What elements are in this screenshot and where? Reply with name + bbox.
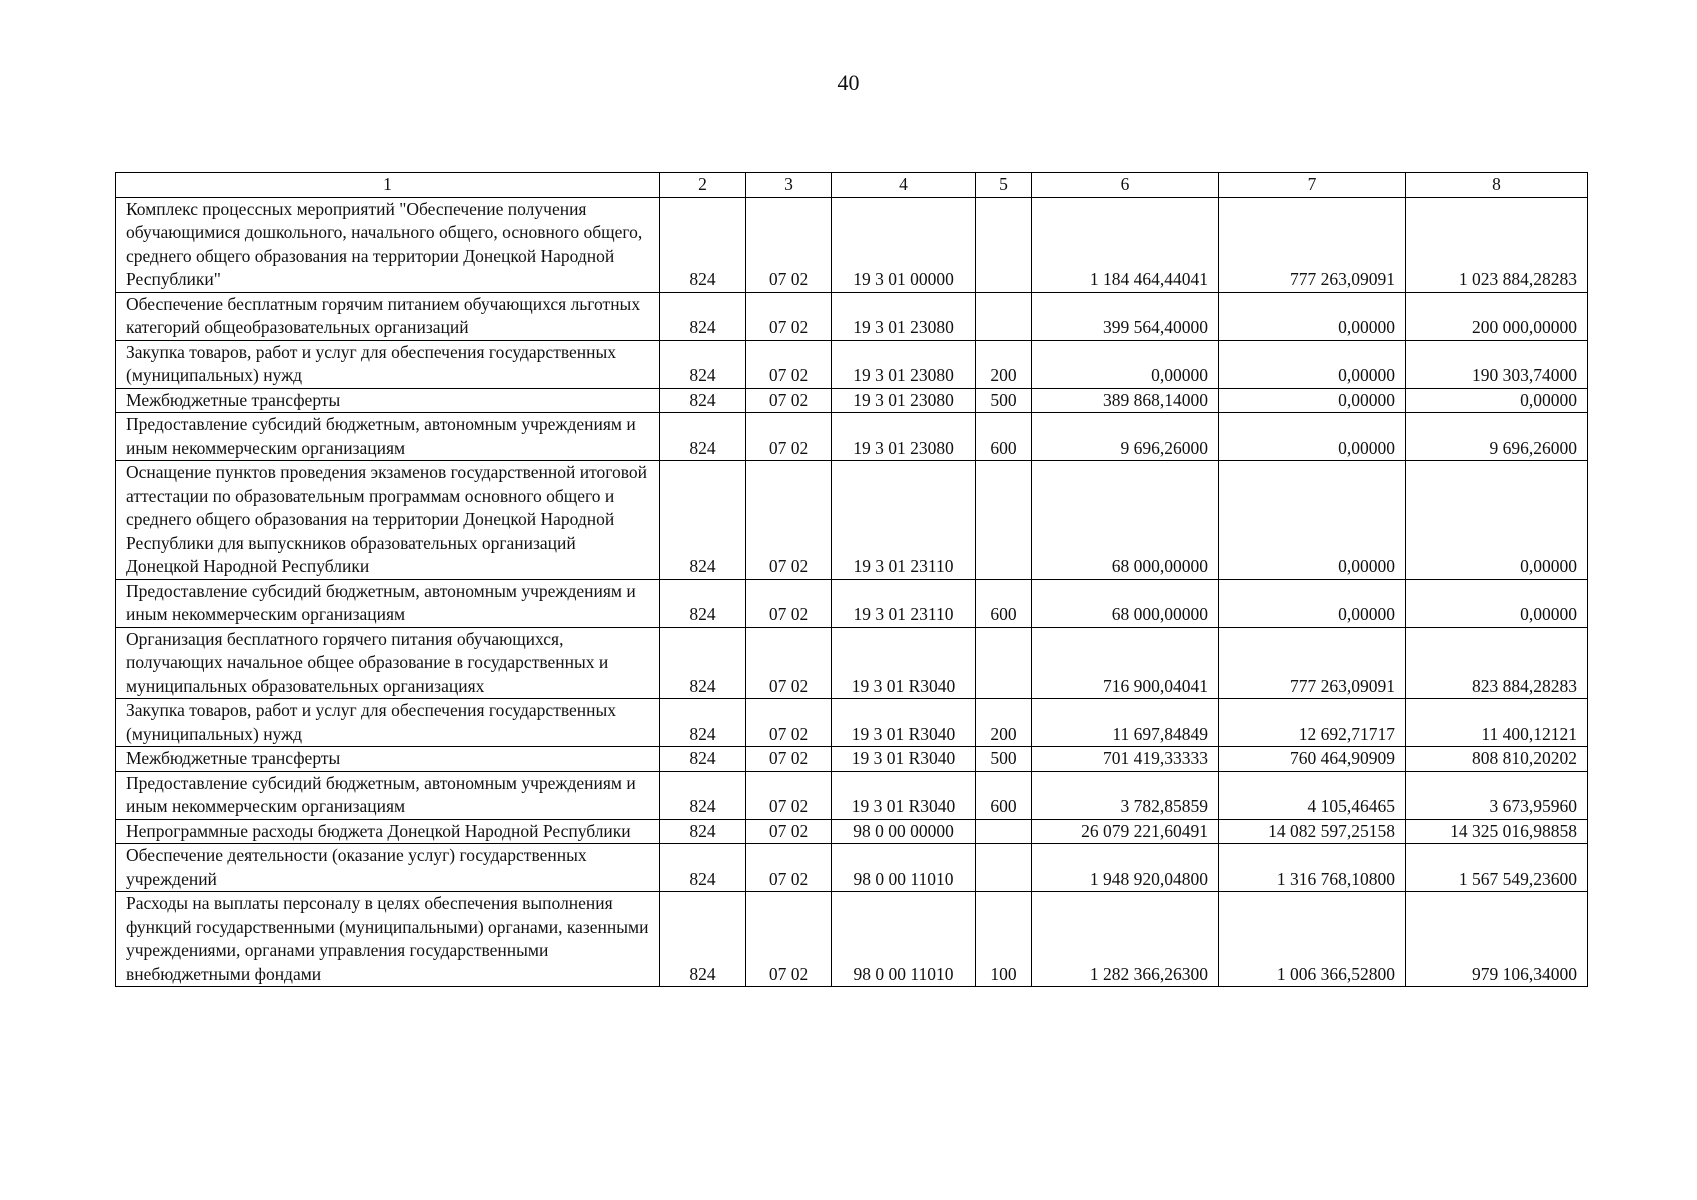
ministry-code-cell: 824 — [660, 197, 746, 292]
expense-name-cell: Обеспечение бесплатным горячим питанием обучающихся льготных категорий общеобразовательных организаций — [116, 292, 660, 340]
page-number: 40 — [837, 70, 860, 95]
section-code-cell: 07 02 — [746, 579, 832, 627]
expense-name-cell: Межбюджетные трансферты — [116, 388, 660, 413]
target-code-cell: 19 3 01 R3040 — [832, 699, 976, 747]
expense-type-cell — [976, 844, 1032, 892]
expense-type-cell: 200 — [976, 699, 1032, 747]
expense-name-cell: Оснащение пунктов проведения экзаменов государственной итоговой аттестации по образовательным программам основного общего и среднего общего образования на территории Донецкой Народной Республики для выпускников образовательных организаций Донецкой Народной Республики — [116, 461, 660, 580]
table-row — [116, 892, 1588, 987]
section-code-cell: 07 02 — [746, 388, 832, 413]
amount-col8-cell: 3 673,95960 — [1406, 771, 1588, 819]
amount-col6-cell: 68 000,00000 — [1032, 579, 1219, 627]
expense-name-cell: Обеспечение деятельности (оказание услуг) государственных учреждений — [116, 844, 660, 892]
header-cell-1: 1 — [116, 173, 660, 198]
expense-name-cell: Предоставление субсидий бюджетным, автономным учреждениям и иным некоммерческим организациям — [116, 579, 660, 627]
amount-col7-cell: 1 316 768,10800 — [1219, 844, 1406, 892]
amount-col8-cell: 200 000,00000 — [1406, 292, 1588, 340]
expense-name-cell: Закупка товаров, работ и услуг для обеспечения государственных (муниципальных) нужд — [116, 340, 660, 388]
header-row — [116, 173, 1588, 198]
target-code-cell: 19 3 01 R3040 — [832, 771, 976, 819]
amount-col6-cell: 701 419,33333 — [1032, 747, 1219, 772]
section-code-cell: 07 02 — [746, 413, 832, 461]
expense-name-cell: Межбюджетные трансферты — [116, 747, 660, 772]
header-cell-3: 3 — [746, 173, 832, 198]
amount-col7-cell: 1 006 366,52800 — [1219, 892, 1406, 987]
amount-col8-cell: 14 325 016,98858 — [1406, 819, 1588, 844]
expense-name-cell: Организация бесплатного горячего питания обучающихся, получающих начальное общее образование в государственных и муниципальных образовательных организациях — [116, 627, 660, 699]
expense-name-cell: Предоставление субсидий бюджетным, автономным учреждениям и иным некоммерческим организациям — [116, 413, 660, 461]
target-code-cell: 98 0 00 00000 — [832, 819, 976, 844]
table-row — [116, 771, 1588, 819]
ministry-code-cell: 824 — [660, 413, 746, 461]
amount-col6-cell: 26 079 221,60491 — [1032, 819, 1219, 844]
amount-col8-cell: 0,00000 — [1406, 579, 1588, 627]
table-row — [116, 292, 1588, 340]
expense-type-cell: 600 — [976, 771, 1032, 819]
amount-col6-cell: 1 184 464,44041 — [1032, 197, 1219, 292]
target-code-cell: 19 3 01 00000 — [832, 197, 976, 292]
expense-type-cell: 200 — [976, 340, 1032, 388]
expense-name-cell: Закупка товаров, работ и услуг для обеспечения государственных (муниципальных) нужд — [116, 699, 660, 747]
target-code-cell: 19 3 01 23110 — [832, 579, 976, 627]
amount-col6-cell: 1 282 366,26300 — [1032, 892, 1219, 987]
section-code-cell: 07 02 — [746, 771, 832, 819]
amount-col7-cell: 0,00000 — [1219, 340, 1406, 388]
section-code-cell: 07 02 — [746, 292, 832, 340]
section-code-cell: 07 02 — [746, 892, 832, 987]
amount-col6-cell: 68 000,00000 — [1032, 461, 1219, 580]
ministry-code-cell: 824 — [660, 340, 746, 388]
amount-col6-cell: 399 564,40000 — [1032, 292, 1219, 340]
ministry-code-cell: 824 — [660, 627, 746, 699]
amount-col7-cell: 4 105,46465 — [1219, 771, 1406, 819]
amount-col7-cell: 0,00000 — [1219, 292, 1406, 340]
amount-col8-cell: 0,00000 — [1406, 461, 1588, 580]
section-code-cell: 07 02 — [746, 699, 832, 747]
target-code-cell: 98 0 00 11010 — [832, 892, 976, 987]
target-code-cell: 19 3 01 R3040 — [832, 747, 976, 772]
amount-col7-cell: 0,00000 — [1219, 461, 1406, 580]
expense-type-cell: 500 — [976, 747, 1032, 772]
table-row — [116, 579, 1588, 627]
table-row — [116, 388, 1588, 413]
header-cell-7: 7 — [1219, 173, 1406, 198]
amount-col6-cell: 3 782,85859 — [1032, 771, 1219, 819]
table-row — [116, 627, 1588, 699]
expense-type-cell — [976, 627, 1032, 699]
amount-col6-cell: 9 696,26000 — [1032, 413, 1219, 461]
ministry-code-cell: 824 — [660, 844, 746, 892]
table-row — [116, 413, 1588, 461]
amount-col8-cell: 9 696,26000 — [1406, 413, 1588, 461]
table-row — [116, 461, 1588, 580]
amount-col8-cell: 808 810,20202 — [1406, 747, 1588, 772]
amount-col7-cell: 0,00000 — [1219, 413, 1406, 461]
amount-col6-cell: 11 697,84849 — [1032, 699, 1219, 747]
amount-col7-cell: 0,00000 — [1219, 388, 1406, 413]
target-code-cell: 19 3 01 23080 — [832, 292, 976, 340]
header-cell-6: 6 — [1032, 173, 1219, 198]
expense-name-cell: Предоставление субсидий бюджетным, автономным учреждениям и иным некоммерческим организациям — [116, 771, 660, 819]
amount-col8-cell: 823 884,28283 — [1406, 627, 1588, 699]
amount-col7-cell: 760 464,90909 — [1219, 747, 1406, 772]
target-code-cell: 19 3 01 23080 — [832, 413, 976, 461]
table-row — [116, 340, 1588, 388]
target-code-cell: 98 0 00 11010 — [832, 844, 976, 892]
amount-col8-cell: 0,00000 — [1406, 388, 1588, 413]
expense-type-cell — [976, 292, 1032, 340]
table-row — [116, 819, 1588, 844]
expense-name-cell: Непрограммные расходы бюджета Донецкой Народной Республики — [116, 819, 660, 844]
amount-col7-cell: 12 692,71717 — [1219, 699, 1406, 747]
amount-col6-cell: 1 948 920,04800 — [1032, 844, 1219, 892]
expense-type-cell — [976, 819, 1032, 844]
section-code-cell: 07 02 — [746, 197, 832, 292]
header-cell-2: 2 — [660, 173, 746, 198]
amount-col7-cell: 14 082 597,25158 — [1219, 819, 1406, 844]
ministry-code-cell: 824 — [660, 388, 746, 413]
expense-type-cell: 600 — [976, 413, 1032, 461]
ministry-code-cell: 824 — [660, 819, 746, 844]
amount-col8-cell: 11 400,12121 — [1406, 699, 1588, 747]
amount-col6-cell: 389 868,14000 — [1032, 388, 1219, 413]
target-code-cell: 19 3 01 R3040 — [832, 627, 976, 699]
target-code-cell: 19 3 01 23080 — [832, 340, 976, 388]
amount-col6-cell: 0,00000 — [1032, 340, 1219, 388]
ministry-code-cell: 824 — [660, 892, 746, 987]
amount-col8-cell: 1 567 549,23600 — [1406, 844, 1588, 892]
amount-col8-cell: 1 023 884,28283 — [1406, 197, 1588, 292]
ministry-code-cell: 824 — [660, 771, 746, 819]
table-row — [116, 699, 1588, 747]
ministry-code-cell: 824 — [660, 699, 746, 747]
expense-type-cell: 100 — [976, 892, 1032, 987]
expense-type-cell: 600 — [976, 579, 1032, 627]
ministry-code-cell: 824 — [660, 461, 746, 580]
amount-col8-cell: 190 303,74000 — [1406, 340, 1588, 388]
header-cell-8: 8 — [1406, 173, 1588, 198]
amount-col6-cell: 716 900,04041 — [1032, 627, 1219, 699]
header-cell-4: 4 — [832, 173, 976, 198]
section-code-cell: 07 02 — [746, 627, 832, 699]
ministry-code-cell: 824 — [660, 292, 746, 340]
amount-col7-cell: 777 263,09091 — [1219, 197, 1406, 292]
expense-type-cell — [976, 461, 1032, 580]
expense-type-cell — [976, 197, 1032, 292]
target-code-cell: 19 3 01 23110 — [832, 461, 976, 580]
section-code-cell: 07 02 — [746, 340, 832, 388]
section-code-cell: 07 02 — [746, 819, 832, 844]
section-code-cell: 07 02 — [746, 747, 832, 772]
section-code-cell: 07 02 — [746, 844, 832, 892]
ministry-code-cell: 824 — [660, 747, 746, 772]
budget-table — [115, 172, 1588, 987]
target-code-cell: 19 3 01 23080 — [832, 388, 976, 413]
expense-name-cell: Комплекс процессных мероприятий "Обеспечение получения обучающимися дошкольного, начального общего, основного общего, среднего общего образования на территории Донецкой Народной Республики" — [116, 197, 660, 292]
amount-col7-cell: 0,00000 — [1219, 579, 1406, 627]
amount-col7-cell: 777 263,09091 — [1219, 627, 1406, 699]
expense-name-cell: Расходы на выплаты персоналу в целях обеспечения выполнения функций государственными (муниципальными) органами, казенными учреждениями, органами управления государственными внебюджетными фондами — [116, 892, 660, 987]
table-row — [116, 844, 1588, 892]
expense-type-cell: 500 — [976, 388, 1032, 413]
header-cell-5: 5 — [976, 173, 1032, 198]
table-row — [116, 197, 1588, 292]
ministry-code-cell: 824 — [660, 579, 746, 627]
table-row — [116, 747, 1588, 772]
amount-col8-cell: 979 106,34000 — [1406, 892, 1588, 987]
section-code-cell: 07 02 — [746, 461, 832, 580]
